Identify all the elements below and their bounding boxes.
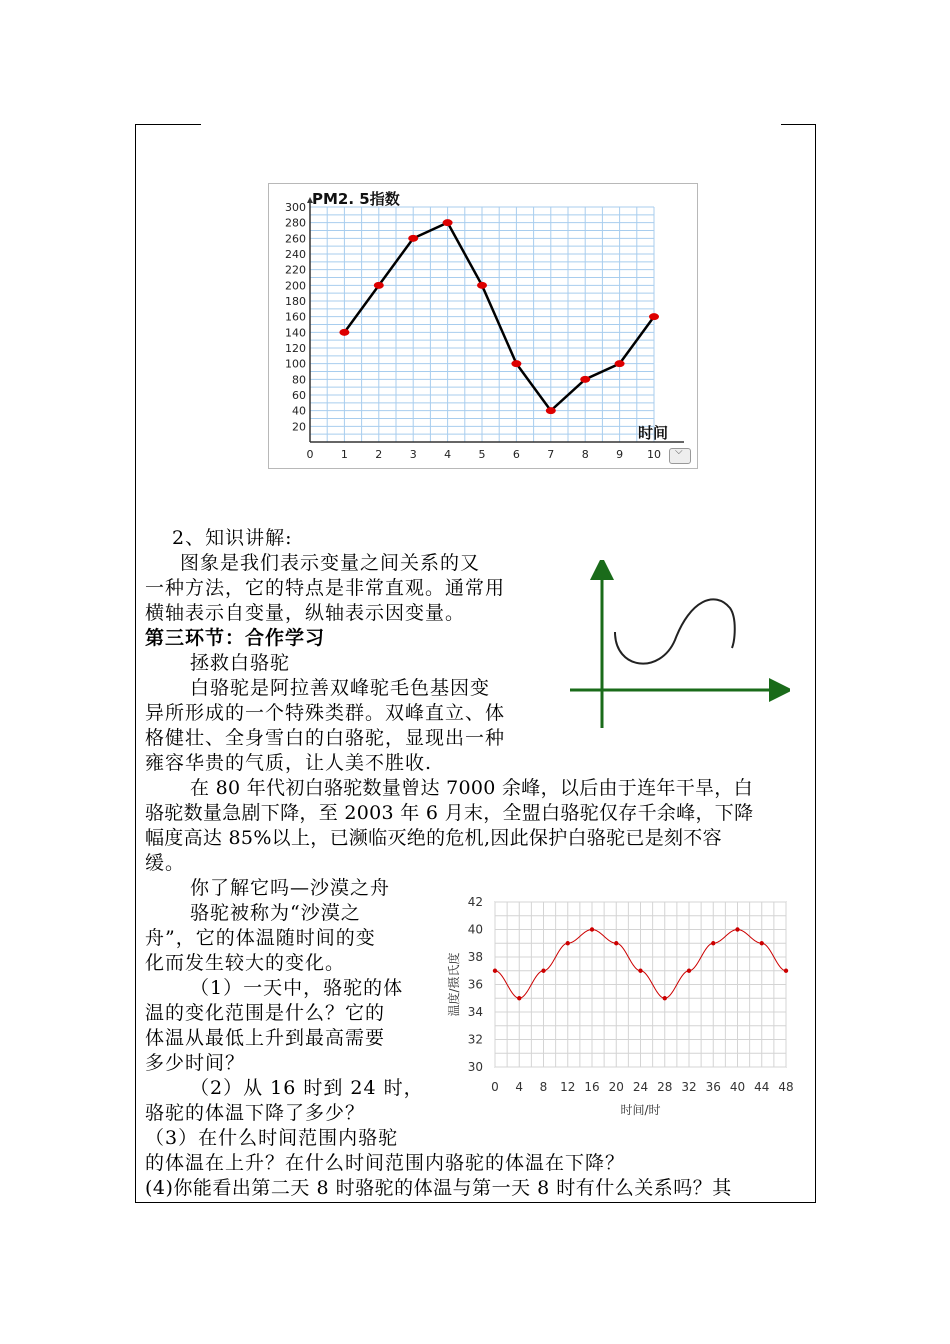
paragraph-line: 骆驼数量急剧下降，至 2003 年 6 月末，全盟白骆驼仅存千余峰，下降 <box>145 802 754 824</box>
x-tick-label: 3 <box>409 448 417 461</box>
paragraph-line: 体温从最低上升到最高需要 <box>145 1027 386 1049</box>
x-tick-label: 0 <box>491 1080 499 1094</box>
data-point <box>541 969 545 973</box>
data-point <box>735 927 739 931</box>
paragraph-line: 一种方法，它的特点是非常直观。通常用 <box>145 577 506 599</box>
section-heading: 第三环节：合作学习 <box>145 627 326 649</box>
x-tick-label: 20 <box>608 1080 624 1094</box>
data-point <box>649 313 659 320</box>
paragraph-line: 你了解它吗—沙漠之舟 <box>190 877 391 899</box>
corner-mark-left <box>135 124 201 125</box>
x-tick-label: 0 <box>306 448 314 461</box>
subtitle: 拯救白骆驼 <box>190 652 291 674</box>
x-tick-label: 7 <box>547 448 555 461</box>
x-tick-label: 5 <box>478 448 486 461</box>
x-tick-label: 24 <box>632 1080 649 1094</box>
paragraph-line: 温的变化范围是什么？它的 <box>145 1002 386 1024</box>
y-tick-label: 38 <box>467 950 483 964</box>
y-axis-label: 温度/摄氏度 <box>447 952 461 1017</box>
x-tick-label: 48 <box>778 1080 794 1094</box>
data-point <box>615 360 625 367</box>
chevron-down-icon: ⌵ <box>675 446 683 457</box>
corner-mark-right <box>781 124 816 125</box>
frame-right-border <box>815 124 816 1203</box>
frame-bottom-border <box>135 1202 816 1203</box>
question-2: （2）从 16 时到 24 时， <box>190 1077 424 1099</box>
frame-left-border <box>135 124 136 1203</box>
y-tick-label: 100 <box>285 357 306 371</box>
paragraph-line: 异所形成的一个特殊类群。双峰直立、体 <box>145 702 506 724</box>
paragraph-line: 白骆驼是阿拉善双峰驼毛色基因变 <box>190 677 491 699</box>
x-tick-label: 4 <box>444 448 452 461</box>
y-tick-label: 60 <box>292 389 306 402</box>
y-tick-label: 300 <box>285 201 306 214</box>
y-tick-label: 220 <box>285 263 306 277</box>
paragraph-line: 的体温在上升？在什么时间范围内骆驼的体温在下降？ <box>145 1152 626 1174</box>
y-tick-label: 36 <box>467 977 483 992</box>
data-point <box>638 969 642 973</box>
paragraph-line: 骆驼的体温下降了多少？ <box>145 1102 366 1124</box>
paragraph-line: 缓。 <box>145 852 186 874</box>
section-knowledge: 2、知识讲解: <box>172 527 293 549</box>
data-point <box>687 969 691 973</box>
x-tick-label: 16 <box>584 1080 600 1094</box>
data-point <box>408 235 418 242</box>
curve-axes-figure <box>565 560 790 730</box>
x-axis-label: 时间 <box>638 424 669 442</box>
question-3: （3）在什么时间范围内骆驼 <box>145 1127 399 1149</box>
data-point <box>493 969 497 973</box>
data-point <box>477 282 487 289</box>
x-tick-label: 44 <box>754 1080 770 1094</box>
paragraph-line: 舟”，它的体温随时间的变 <box>145 927 376 949</box>
y-tick-label: 120 <box>285 342 306 355</box>
question-4: (4)你能看出第二天 8 时骆驼的体温与第一天 8 时有什么关系吗？其 <box>145 1177 732 1199</box>
data-point <box>760 941 764 945</box>
y-tick-label: 20 <box>292 420 306 434</box>
x-tick-label: 9 <box>616 448 624 461</box>
x-tick-label: 28 <box>657 1080 673 1094</box>
question-1: （1）一天中，骆驼的体 <box>190 977 404 999</box>
x-tick-label: 8 <box>539 1080 548 1094</box>
paragraph-line: 骆驼被称为“沙漠之 <box>190 902 361 924</box>
data-point <box>590 927 594 931</box>
x-tick-label: 10 <box>647 448 661 461</box>
data-point <box>711 941 715 945</box>
data-point <box>546 407 556 414</box>
pm25-chart <box>268 183 698 469</box>
paragraph-line: 图象是我们表示变量之间关系的又 <box>180 552 481 574</box>
x-tick-label: 2 <box>375 448 383 461</box>
camel-temperature-chart <box>440 890 800 1130</box>
data-point <box>566 941 570 945</box>
y-axis-label: PM2. 5指数 <box>312 190 400 208</box>
y-tick-label: 40 <box>467 922 483 937</box>
y-tick-label: 160 <box>285 310 306 324</box>
y-tick-label: 180 <box>285 295 306 308</box>
data-point <box>614 941 618 945</box>
paragraph-line: 在 80 年代初白骆驼数量曾达 7000 余峰，以后由于连年干旱，白 <box>190 777 753 799</box>
y-tick-label: 260 <box>285 232 306 246</box>
expand-button[interactable] <box>669 448 691 464</box>
paragraph-line: 横轴表示自变量，纵轴表示因变量。 <box>145 602 466 624</box>
x-tick-label: 36 <box>705 1080 721 1094</box>
data-point <box>784 969 788 973</box>
x-tick-label: 8 <box>581 448 589 461</box>
x-tick-label: 6 <box>512 448 520 461</box>
x-tick-label: 40 <box>729 1080 746 1094</box>
pm25-chart-svg <box>269 184 697 468</box>
paragraph-line: 格健壮、全身雪白的白骆驼，显现出一种 <box>145 727 506 749</box>
y-tick-label: 34 <box>467 1005 483 1019</box>
y-tick-label: 80 <box>292 373 306 387</box>
data-point <box>339 329 349 336</box>
y-tick-label: 30 <box>467 1060 483 1074</box>
y-tick-label: 280 <box>285 216 306 230</box>
x-tick-label: 32 <box>681 1080 697 1094</box>
y-tick-label: 200 <box>285 279 306 293</box>
y-tick-label: 140 <box>285 326 306 340</box>
x-tick-label: 12 <box>560 1080 576 1094</box>
data-point <box>580 376 590 383</box>
y-tick-label: 40 <box>292 404 306 418</box>
y-tick-label: 240 <box>285 248 306 261</box>
data-point <box>663 996 667 1000</box>
data-point <box>443 219 453 226</box>
x-tick-label: 4 <box>515 1080 524 1094</box>
paragraph-line: 化而发生较大的变化。 <box>145 952 346 974</box>
x-axis-label: 时间/时 <box>620 1103 661 1117</box>
paragraph-line: 雍容华贵的气质，让人美不胜收. <box>145 752 433 774</box>
data-point <box>374 282 384 289</box>
x-tick-label: 1 <box>340 448 348 461</box>
y-tick-label: 42 <box>467 895 483 909</box>
y-tick-label: 32 <box>467 1032 483 1047</box>
data-point <box>511 360 521 367</box>
paragraph-line: 幅度高达 85%以上，已濒临灭绝的危机,因此保护白骆驼已是刻不容 <box>145 827 722 849</box>
data-point <box>517 996 521 1000</box>
curve <box>615 599 735 663</box>
paragraph-line: 多少时间？ <box>145 1052 246 1074</box>
